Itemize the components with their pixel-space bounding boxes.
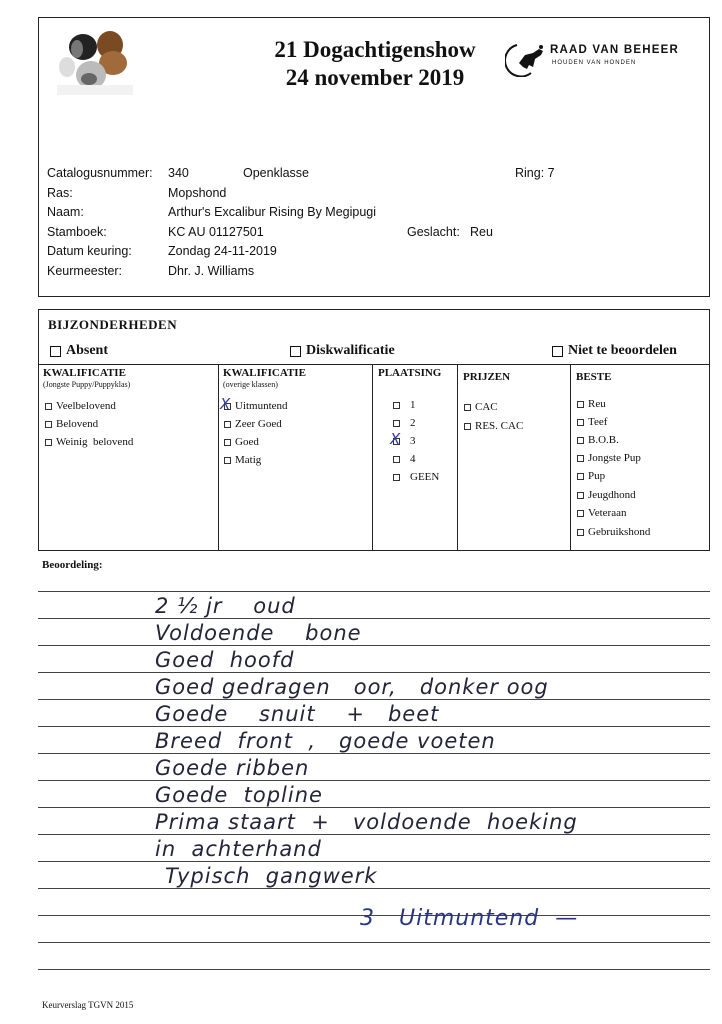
checkbox[interactable] <box>393 474 400 481</box>
writing-line <box>38 753 710 754</box>
option-plaats-geen[interactable] <box>393 471 439 483</box>
writing-line <box>38 942 710 943</box>
checkbox[interactable] <box>45 421 52 428</box>
plaatsing-header: PLAATSING <box>378 367 442 379</box>
option-label: Teef <box>588 416 608 428</box>
option-label: 4 <box>410 453 416 465</box>
option-label: Pup <box>588 470 606 482</box>
option-plaats-1[interactable] <box>393 399 416 411</box>
checkbox[interactable] <box>464 423 471 430</box>
column-divider <box>218 364 219 551</box>
option-veteraan[interactable] <box>577 507 626 519</box>
option-uitmuntend[interactable] <box>224 400 288 412</box>
stamboek-label: Stamboek: <box>47 225 107 239</box>
option-res-cac[interactable] <box>464 420 523 432</box>
option-label: Jeugdhond <box>588 489 636 501</box>
option-gebruikshond[interactable] <box>577 526 650 538</box>
checkbox[interactable] <box>577 419 584 426</box>
judgement-line-6: Breed front , goede voeten <box>155 729 496 753</box>
checkbox[interactable] <box>45 403 52 410</box>
option-label: 2 <box>410 417 416 429</box>
naam-label: Naam: <box>47 205 84 219</box>
judgement-line-9: Prima staart + voldoende hoeking <box>155 810 578 834</box>
writing-line <box>38 645 710 646</box>
bijzonderheden-title: BIJZONDERHEDEN <box>48 317 178 332</box>
ras-label: Ras: <box>47 186 73 200</box>
option-zeer-goed[interactable] <box>224 418 282 430</box>
option-label: Belovend <box>56 418 99 430</box>
writing-line <box>38 834 710 835</box>
writing-line <box>38 861 710 862</box>
checkbox[interactable] <box>577 473 584 480</box>
checkbox[interactable] <box>464 404 471 411</box>
option-label: 3 <box>410 435 416 447</box>
keurmeester-value: Dhr. J. Williams <box>168 264 255 278</box>
absent-label: Absent <box>66 343 109 358</box>
checkbox[interactable] <box>224 439 231 446</box>
check-mark-uitmuntend: X <box>220 395 231 413</box>
judgement-line-1: 2 ½ jr oud <box>155 594 296 618</box>
option-belovend[interactable] <box>45 418 98 430</box>
geslacht-value: Reu <box>470 225 493 239</box>
kwal-overig-header-title: KWALIFICATIE <box>223 367 306 379</box>
geslacht-label: Geslacht: <box>407 225 460 239</box>
absent-checkbox[interactable] <box>50 346 61 357</box>
grid-top-line <box>38 364 710 365</box>
kwal-overig-header-sub: (overige klassen) <box>223 380 278 389</box>
option-label: Veelbelovend <box>56 400 116 412</box>
option-label: RES. CAC <box>475 420 524 432</box>
writing-line <box>38 888 710 889</box>
kwal-jong-header <box>43 367 130 391</box>
column-divider <box>570 364 571 551</box>
option-veelbelovend[interactable] <box>45 400 116 412</box>
checkbox[interactable] <box>393 402 400 409</box>
option-weinig-belovend[interactable] <box>45 436 133 448</box>
niet-beoordelen-checkbox[interactable] <box>552 346 563 357</box>
final-result: 3 Uitmuntend — <box>360 906 579 931</box>
writing-line <box>38 969 710 970</box>
judgement-line-8: Goede topline <box>155 783 323 807</box>
checkbox[interactable] <box>224 457 231 464</box>
option-goed[interactable] <box>224 436 259 448</box>
absent-option[interactable] <box>50 343 108 359</box>
option-label: 1 <box>410 399 416 411</box>
option-matig[interactable] <box>224 454 261 466</box>
datum-value: Zondag 24-11-2019 <box>168 244 277 258</box>
show-title <box>210 36 540 92</box>
option-jongste-pup[interactable] <box>577 452 641 464</box>
option-label: Goed <box>235 436 259 448</box>
option-label: Reu <box>588 398 606 410</box>
checkbox[interactable] <box>577 510 584 517</box>
option-label: Jongste Pup <box>588 452 641 464</box>
klasse-value: Openklasse <box>243 166 310 180</box>
option-pup[interactable] <box>577 470 605 482</box>
beoordeling-label: Beoordeling: <box>42 559 103 571</box>
option-label: Matig <box>235 454 262 466</box>
beste-header: BESTE <box>576 371 612 383</box>
catalogus-label: Catalogusnummer: <box>47 166 153 180</box>
kwal-jong-header-sub: (Jongste Puppy/Puppyklas) <box>43 380 131 389</box>
judgement-line-5: Goede snuit + beet <box>155 702 440 726</box>
checkbox[interactable] <box>45 439 52 446</box>
footer-text: Keurverslag TGVN 2015 <box>42 1000 134 1010</box>
org-tagline: HOUDEN VAN HONDEN <box>552 60 637 66</box>
check-mark-plaats-3: X <box>390 430 401 448</box>
niet-beoordelen-option[interactable] <box>552 343 677 359</box>
ras-value: Mopshond <box>168 186 227 200</box>
diskwalificatie-label: Diskwalificatie <box>306 343 395 358</box>
column-divider <box>372 364 373 551</box>
option-plaats-2[interactable] <box>393 417 416 429</box>
checkbox[interactable] <box>577 492 584 499</box>
datum-label: Datum keuring: <box>47 244 132 258</box>
option-cac[interactable] <box>464 401 498 413</box>
judgement-line-7: Goede ribben <box>155 756 310 780</box>
option-jeugdhond[interactable] <box>577 489 636 501</box>
stamboek-value: KC AU 01127501 <box>168 225 264 239</box>
kwal-overig-header <box>223 367 306 391</box>
checkbox[interactable] <box>393 420 400 427</box>
writing-line <box>38 672 710 673</box>
dog-breeds-logo <box>55 25 135 97</box>
writing-line <box>38 780 710 781</box>
checkbox[interactable] <box>577 401 584 408</box>
judgement-line-4: Goed gedragen oor, donker oog <box>155 675 549 699</box>
judgement-line-3: Goed hoofd <box>155 648 295 672</box>
option-plaats-4[interactable] <box>393 453 416 465</box>
option-label: Veteraan <box>588 507 627 519</box>
niet-beoordelen-label: Niet te beoordelen <box>568 343 677 358</box>
kwal-jong-header-title: KWALIFICATIE <box>43 367 126 379</box>
checkbox[interactable] <box>577 437 584 444</box>
writing-line <box>38 807 710 808</box>
checkbox[interactable] <box>577 455 584 462</box>
writing-line <box>38 699 710 700</box>
writing-line <box>38 618 710 619</box>
org-name: RAAD VAN BEHEER <box>550 44 679 56</box>
option-label: CAC <box>475 401 498 413</box>
show-title-line1: 21 Dogachtigenshow <box>274 37 476 62</box>
option-label: GEEN <box>410 471 440 483</box>
show-title-line2: 24 november 2019 <box>285 65 465 90</box>
judgement-line-2: Voldoende bone <box>155 621 362 645</box>
catalogus-value: 340 <box>168 166 189 180</box>
option-label: Gebruikshond <box>588 526 651 538</box>
checkbox[interactable] <box>224 421 231 428</box>
diskwalificatie-option[interactable] <box>290 343 395 359</box>
option-teef[interactable] <box>577 416 607 428</box>
raad-van-beheer-dog-icon <box>505 37 555 77</box>
option-reu[interactable] <box>577 398 606 410</box>
writing-line <box>38 726 710 727</box>
ring-value: Ring: 7 <box>515 166 555 180</box>
checkbox[interactable] <box>393 456 400 463</box>
option-bob[interactable] <box>577 434 619 446</box>
diskwalificatie-checkbox[interactable] <box>290 346 301 357</box>
column-divider <box>457 364 458 551</box>
prijzen-header: PRIJZEN <box>463 371 511 383</box>
checkbox[interactable] <box>577 529 584 536</box>
naam-value: Arthur's Excalibur Rising By Megipugi <box>168 205 377 219</box>
writing-line <box>38 591 710 592</box>
option-label: Uitmuntend <box>235 400 288 412</box>
option-label: B.O.B. <box>588 434 619 446</box>
keurmeester-label: Keurmeester: <box>47 264 123 278</box>
option-label: Zeer Goed <box>235 418 282 430</box>
judgement-line-11: Typisch gangwerk <box>165 864 378 888</box>
option-label: Weinig belovend <box>56 436 134 448</box>
judgement-line-10: in achterhand <box>155 837 322 861</box>
